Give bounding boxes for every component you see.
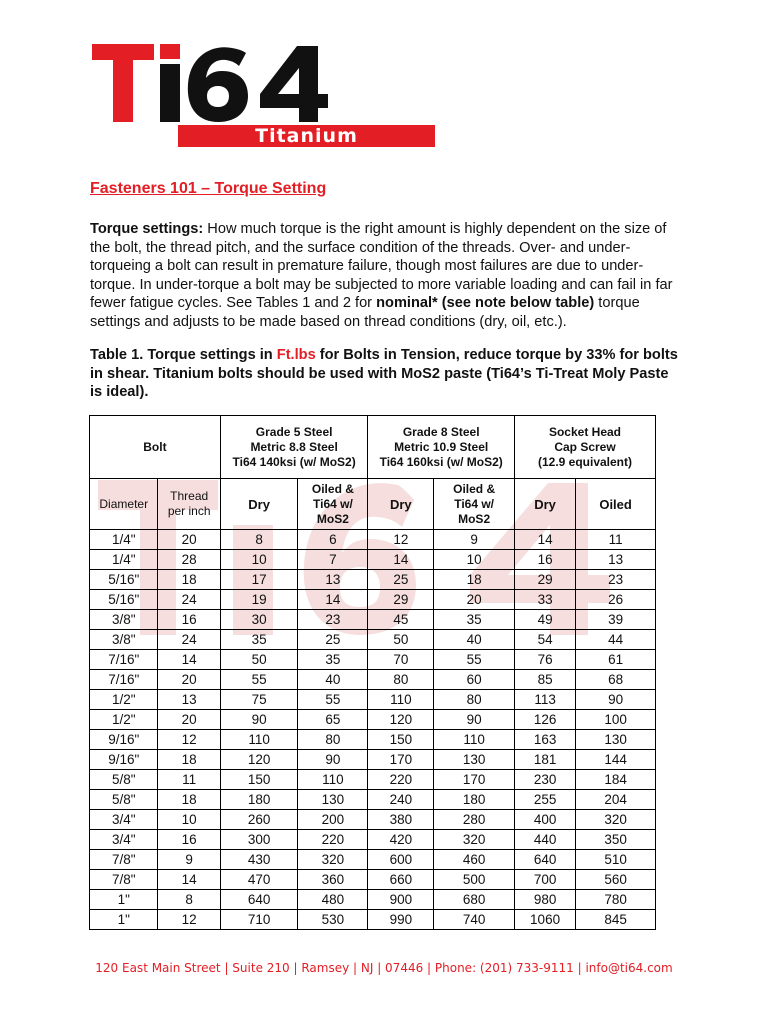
cell-thread: 18 bbox=[158, 750, 220, 770]
cell-thread: 24 bbox=[158, 630, 220, 650]
cell-g5-dry: 30 bbox=[220, 610, 298, 630]
header-bolt: Bolt bbox=[90, 416, 221, 479]
footer-contact: 120 East Main Street | Suite 210 | Ramsey | NJ | 07446 | Phone: (201) 733-9111 | info@ti64.com bbox=[95, 961, 673, 975]
cell-g5-oiled: 6 bbox=[298, 530, 368, 550]
header-grade8 bbox=[368, 416, 515, 479]
cell-g5-dry: 75 bbox=[220, 690, 298, 710]
cell-socket-dry: 640 bbox=[514, 850, 575, 870]
cell-diameter: 5/8" bbox=[90, 770, 158, 790]
cell-diameter: 1" bbox=[90, 910, 158, 930]
cell-diameter: 5/16" bbox=[90, 570, 158, 590]
cell-socket-dry: 33 bbox=[514, 590, 575, 610]
subheader-socket-oiled: Oiled bbox=[576, 479, 656, 530]
cell-thread: 12 bbox=[158, 730, 220, 750]
cell-g8-dry: 420 bbox=[368, 830, 434, 850]
document-title: Fasteners 101 – Torque Setting bbox=[90, 180, 327, 197]
subheader-g8-oiled bbox=[434, 479, 515, 530]
header-socket-line1: Socket Head bbox=[548, 424, 621, 439]
table-row bbox=[90, 590, 656, 610]
caption-unit: Ft.lbs bbox=[276, 347, 316, 363]
cell-g8-oiled: 740 bbox=[434, 910, 515, 930]
cell-diameter: 3/4" bbox=[90, 830, 158, 850]
cell-socket-dry: 49 bbox=[514, 610, 575, 630]
header-grade8-line1: Grade 8 Steel bbox=[402, 424, 480, 439]
subheader-g5-oiled-line3: MoS2 bbox=[316, 511, 349, 526]
subheader-socket-dry: Dry bbox=[514, 479, 575, 530]
cell-g5-oiled: 23 bbox=[298, 610, 368, 630]
cell-g8-dry: 900 bbox=[368, 890, 434, 910]
cell-g8-oiled: 170 bbox=[434, 770, 515, 790]
table-row bbox=[90, 650, 656, 670]
cell-g5-oiled: 530 bbox=[298, 910, 368, 930]
cell-g5-oiled: 320 bbox=[298, 850, 368, 870]
cell-diameter: 1/4" bbox=[90, 530, 158, 550]
cell-socket-dry: 113 bbox=[514, 690, 575, 710]
header-grade5-line3: Ti64 140ksi (w/ MoS2) bbox=[232, 454, 356, 469]
cell-g5-oiled: 110 bbox=[298, 770, 368, 790]
cell-socket-dry: 230 bbox=[514, 770, 575, 790]
cell-thread: 20 bbox=[158, 530, 220, 550]
subheader-g8-oiled-line1: Oiled & bbox=[453, 481, 496, 496]
cell-g8-oiled: 320 bbox=[434, 830, 515, 850]
cell-socket-oiled: 44 bbox=[576, 630, 656, 650]
cell-thread: 18 bbox=[158, 570, 220, 590]
cell-socket-dry: 126 bbox=[514, 710, 575, 730]
cell-socket-oiled: 845 bbox=[576, 910, 656, 930]
cell-g5-dry: 260 bbox=[220, 810, 298, 830]
cell-socket-oiled: 350 bbox=[576, 830, 656, 850]
cell-g8-dry: 70 bbox=[368, 650, 434, 670]
cell-socket-dry: 255 bbox=[514, 790, 575, 810]
cell-g5-dry: 8 bbox=[220, 530, 298, 550]
cell-socket-oiled: 560 bbox=[576, 870, 656, 890]
cell-g5-oiled: 65 bbox=[298, 710, 368, 730]
torque-table bbox=[89, 415, 656, 930]
cell-diameter: 3/8" bbox=[90, 630, 158, 650]
intro-lead: Torque settings: bbox=[90, 221, 204, 237]
cell-g8-oiled: 280 bbox=[434, 810, 515, 830]
cell-g8-dry: 240 bbox=[368, 790, 434, 810]
cell-diameter: 3/4" bbox=[90, 810, 158, 830]
cell-g8-dry: 45 bbox=[368, 610, 434, 630]
cell-g5-dry: 640 bbox=[220, 890, 298, 910]
cell-g5-oiled: 80 bbox=[298, 730, 368, 750]
subheader-diameter: Diameter bbox=[90, 479, 158, 530]
header-grade5-line1: Grade 5 Steel bbox=[255, 424, 333, 439]
cell-diameter: 1/2" bbox=[90, 710, 158, 730]
header-socket-line3: (12.9 equivalent) bbox=[537, 454, 632, 469]
intro-bold: nominal* (see note below table) bbox=[376, 295, 595, 311]
cell-g5-dry: 17 bbox=[220, 570, 298, 590]
table-row bbox=[90, 670, 656, 690]
cell-g5-oiled: 40 bbox=[298, 670, 368, 690]
cell-g8-dry: 990 bbox=[368, 910, 434, 930]
subheader-g8-oiled-line3: MoS2 bbox=[458, 511, 491, 526]
cell-diameter: 1" bbox=[90, 890, 158, 910]
cell-g8-oiled: 10 bbox=[434, 550, 515, 570]
cell-thread: 16 bbox=[158, 610, 220, 630]
cell-thread: 9 bbox=[158, 850, 220, 870]
table-row bbox=[90, 710, 656, 730]
subheader-g8-dry: Dry bbox=[368, 479, 434, 530]
cell-g5-oiled: 7 bbox=[298, 550, 368, 570]
table-row bbox=[90, 850, 656, 870]
table-row bbox=[90, 750, 656, 770]
cell-socket-oiled: 26 bbox=[576, 590, 656, 610]
cell-socket-oiled: 13 bbox=[576, 550, 656, 570]
table-row bbox=[90, 550, 656, 570]
table-row bbox=[90, 630, 656, 650]
cell-g5-oiled: 130 bbox=[298, 790, 368, 810]
cell-thread: 18 bbox=[158, 790, 220, 810]
cell-socket-oiled: 204 bbox=[576, 790, 656, 810]
table-row bbox=[90, 890, 656, 910]
cell-g5-dry: 90 bbox=[220, 710, 298, 730]
table-caption bbox=[90, 346, 680, 402]
cell-diameter: 9/16" bbox=[90, 730, 158, 750]
cell-socket-dry: 400 bbox=[514, 810, 575, 830]
cell-socket-dry: 440 bbox=[514, 830, 575, 850]
cell-socket-dry: 54 bbox=[514, 630, 575, 650]
cell-diameter: 1/2" bbox=[90, 690, 158, 710]
cell-g8-oiled: 60 bbox=[434, 670, 515, 690]
cell-thread: 14 bbox=[158, 870, 220, 890]
cell-diameter: 3/8" bbox=[90, 610, 158, 630]
cell-thread: 10 bbox=[158, 810, 220, 830]
cell-g5-oiled: 13 bbox=[298, 570, 368, 590]
cell-socket-dry: 29 bbox=[514, 570, 575, 590]
cell-socket-dry: 14 bbox=[514, 530, 575, 550]
cell-diameter: 1/4" bbox=[90, 550, 158, 570]
intro-text-2: torque settings and adjusts to be made based on thread conditions (dry, oil, etc.). bbox=[90, 295, 640, 330]
intro-paragraph bbox=[90, 220, 680, 331]
cell-socket-oiled: 39 bbox=[576, 610, 656, 630]
cell-socket-oiled: 68 bbox=[576, 670, 656, 690]
cell-socket-dry: 85 bbox=[514, 670, 575, 690]
company-logo bbox=[92, 44, 358, 148]
cell-g8-oiled: 40 bbox=[434, 630, 515, 650]
cell-diameter: 5/16" bbox=[90, 590, 158, 610]
cell-thread: 16 bbox=[158, 830, 220, 850]
cell-g8-oiled: 130 bbox=[434, 750, 515, 770]
cell-thread: 8 bbox=[158, 890, 220, 910]
cell-g5-oiled: 360 bbox=[298, 870, 368, 890]
cell-g8-oiled: 680 bbox=[434, 890, 515, 910]
caption-part-2: for Bolts in Tension, reduce torque by 33% for bolts in shear. Titanium bolts should be used with MoS2 paste (Ti64’s Ti-Treat Moly Paste is ideal). bbox=[90, 347, 678, 400]
cell-socket-oiled: 144 bbox=[576, 750, 656, 770]
cell-socket-oiled: 100 bbox=[576, 710, 656, 730]
subheader-g5-oiled-line1: Oiled & bbox=[311, 481, 354, 496]
cell-g8-dry: 380 bbox=[368, 810, 434, 830]
cell-g5-dry: 50 bbox=[220, 650, 298, 670]
table-row bbox=[90, 730, 656, 750]
cell-socket-oiled: 780 bbox=[576, 890, 656, 910]
cell-g8-oiled: 500 bbox=[434, 870, 515, 890]
cell-g8-oiled: 110 bbox=[434, 730, 515, 750]
subheader-g5-oiled-line2: Ti64 w/ bbox=[313, 496, 353, 511]
table-row bbox=[90, 770, 656, 790]
cell-thread: 13 bbox=[158, 690, 220, 710]
cell-g5-oiled: 25 bbox=[298, 630, 368, 650]
cell-g5-oiled: 480 bbox=[298, 890, 368, 910]
cell-socket-oiled: 23 bbox=[576, 570, 656, 590]
header-grade8-line2: Metric 10.9 Steel bbox=[394, 439, 489, 454]
cell-socket-oiled: 184 bbox=[576, 770, 656, 790]
cell-socket-dry: 16 bbox=[514, 550, 575, 570]
logo-subtitle: Titanium bbox=[178, 125, 435, 147]
subheader-g5-oiled bbox=[298, 479, 368, 530]
table-row bbox=[90, 530, 656, 550]
cell-g5-dry: 35 bbox=[220, 630, 298, 650]
cell-socket-oiled: 11 bbox=[576, 530, 656, 550]
cell-g5-dry: 10 bbox=[220, 550, 298, 570]
cell-g8-dry: 50 bbox=[368, 630, 434, 650]
table-row bbox=[90, 870, 656, 890]
cell-g5-dry: 120 bbox=[220, 750, 298, 770]
table-row bbox=[90, 570, 656, 590]
cell-g8-dry: 14 bbox=[368, 550, 434, 570]
cell-socket-dry: 700 bbox=[514, 870, 575, 890]
cell-g5-dry: 110 bbox=[220, 730, 298, 750]
cell-thread: 20 bbox=[158, 670, 220, 690]
cell-g5-dry: 430 bbox=[220, 850, 298, 870]
cell-socket-dry: 1060 bbox=[514, 910, 575, 930]
header-socket-line2: Cap Screw bbox=[554, 439, 616, 454]
cell-diameter: 7/16" bbox=[90, 670, 158, 690]
cell-diameter: 5/8" bbox=[90, 790, 158, 810]
cell-g8-dry: 170 bbox=[368, 750, 434, 770]
table-body bbox=[90, 530, 656, 930]
cell-socket-oiled: 510 bbox=[576, 850, 656, 870]
table-row bbox=[90, 830, 656, 850]
cell-g8-oiled: 55 bbox=[434, 650, 515, 670]
cell-g8-oiled: 90 bbox=[434, 710, 515, 730]
cell-thread: 24 bbox=[158, 590, 220, 610]
subheader-thread-line1: Thread bbox=[170, 489, 209, 503]
ti64-logo-mark bbox=[92, 44, 347, 122]
cell-g8-dry: 660 bbox=[368, 870, 434, 890]
cell-g8-oiled: 80 bbox=[434, 690, 515, 710]
subheader-g8-oiled-line2: Ti64 w/ bbox=[454, 496, 495, 511]
header-grade5 bbox=[220, 416, 368, 479]
cell-socket-oiled: 90 bbox=[576, 690, 656, 710]
cell-g8-oiled: 9 bbox=[434, 530, 515, 550]
subheader-g5-dry: Dry bbox=[220, 479, 298, 530]
table-row bbox=[90, 810, 656, 830]
cell-socket-dry: 163 bbox=[514, 730, 575, 750]
cell-thread: 12 bbox=[158, 910, 220, 930]
cell-socket-oiled: 320 bbox=[576, 810, 656, 830]
cell-g8-oiled: 180 bbox=[434, 790, 515, 810]
cell-g8-dry: 25 bbox=[368, 570, 434, 590]
table-row bbox=[90, 790, 656, 810]
cell-socket-dry: 76 bbox=[514, 650, 575, 670]
cell-socket-oiled: 130 bbox=[576, 730, 656, 750]
cell-g8-dry: 110 bbox=[368, 690, 434, 710]
cell-g5-dry: 180 bbox=[220, 790, 298, 810]
cell-socket-dry: 980 bbox=[514, 890, 575, 910]
cell-socket-oiled: 61 bbox=[576, 650, 656, 670]
cell-thread: 28 bbox=[158, 550, 220, 570]
cell-g8-dry: 600 bbox=[368, 850, 434, 870]
cell-g8-dry: 150 bbox=[368, 730, 434, 750]
cell-g5-oiled: 35 bbox=[298, 650, 368, 670]
caption-part-1: Table 1. Torque settings in bbox=[90, 347, 277, 363]
cell-g8-dry: 220 bbox=[368, 770, 434, 790]
cell-g8-dry: 120 bbox=[368, 710, 434, 730]
cell-g5-oiled: 90 bbox=[298, 750, 368, 770]
subheader-thread-line2: per inch bbox=[167, 504, 211, 518]
header-grade5-line2: Metric 8.8 Steel bbox=[250, 439, 338, 454]
cell-g5-oiled: 14 bbox=[298, 590, 368, 610]
cell-g5-oiled: 200 bbox=[298, 810, 368, 830]
table-row bbox=[90, 610, 656, 630]
cell-diameter: 7/8" bbox=[90, 850, 158, 870]
header-socket bbox=[514, 416, 655, 479]
cell-g8-oiled: 18 bbox=[434, 570, 515, 590]
cell-diameter: 7/8" bbox=[90, 870, 158, 890]
cell-thread: 14 bbox=[158, 650, 220, 670]
cell-g5-dry: 55 bbox=[220, 670, 298, 690]
cell-socket-dry: 181 bbox=[514, 750, 575, 770]
cell-thread: 11 bbox=[158, 770, 220, 790]
cell-g5-dry: 19 bbox=[220, 590, 298, 610]
table-row bbox=[90, 910, 656, 930]
header-grade8-line3: Ti64 160ksi (w/ MoS2) bbox=[379, 454, 503, 469]
cell-g8-dry: 12 bbox=[368, 530, 434, 550]
table-row bbox=[90, 690, 656, 710]
cell-diameter: 9/16" bbox=[90, 750, 158, 770]
cell-g8-dry: 29 bbox=[368, 590, 434, 610]
cell-thread: 20 bbox=[158, 710, 220, 730]
cell-g5-dry: 150 bbox=[220, 770, 298, 790]
subheader-thread bbox=[158, 479, 220, 530]
intro-text-1: How much torque is the right amount is highly dependent on the size of the bolt, the thread pitch, and the surface condition of the threads. Over- and under-torqueing a bolt can result in premature failure, though most failures are due to under-torque. In under-torque a bolt may be subjected to more variable loading and can fail in far fewer fatigue cycles. See Tables 1 and 2 for bbox=[90, 221, 673, 311]
cell-g8-oiled: 35 bbox=[434, 610, 515, 630]
cell-g8-oiled: 20 bbox=[434, 590, 515, 610]
cell-g5-dry: 300 bbox=[220, 830, 298, 850]
cell-g5-oiled: 220 bbox=[298, 830, 368, 850]
cell-g5-dry: 470 bbox=[220, 870, 298, 890]
cell-g8-oiled: 460 bbox=[434, 850, 515, 870]
cell-g5-oiled: 55 bbox=[298, 690, 368, 710]
cell-g8-dry: 80 bbox=[368, 670, 434, 690]
cell-g5-dry: 710 bbox=[220, 910, 298, 930]
cell-diameter: 7/16" bbox=[90, 650, 158, 670]
